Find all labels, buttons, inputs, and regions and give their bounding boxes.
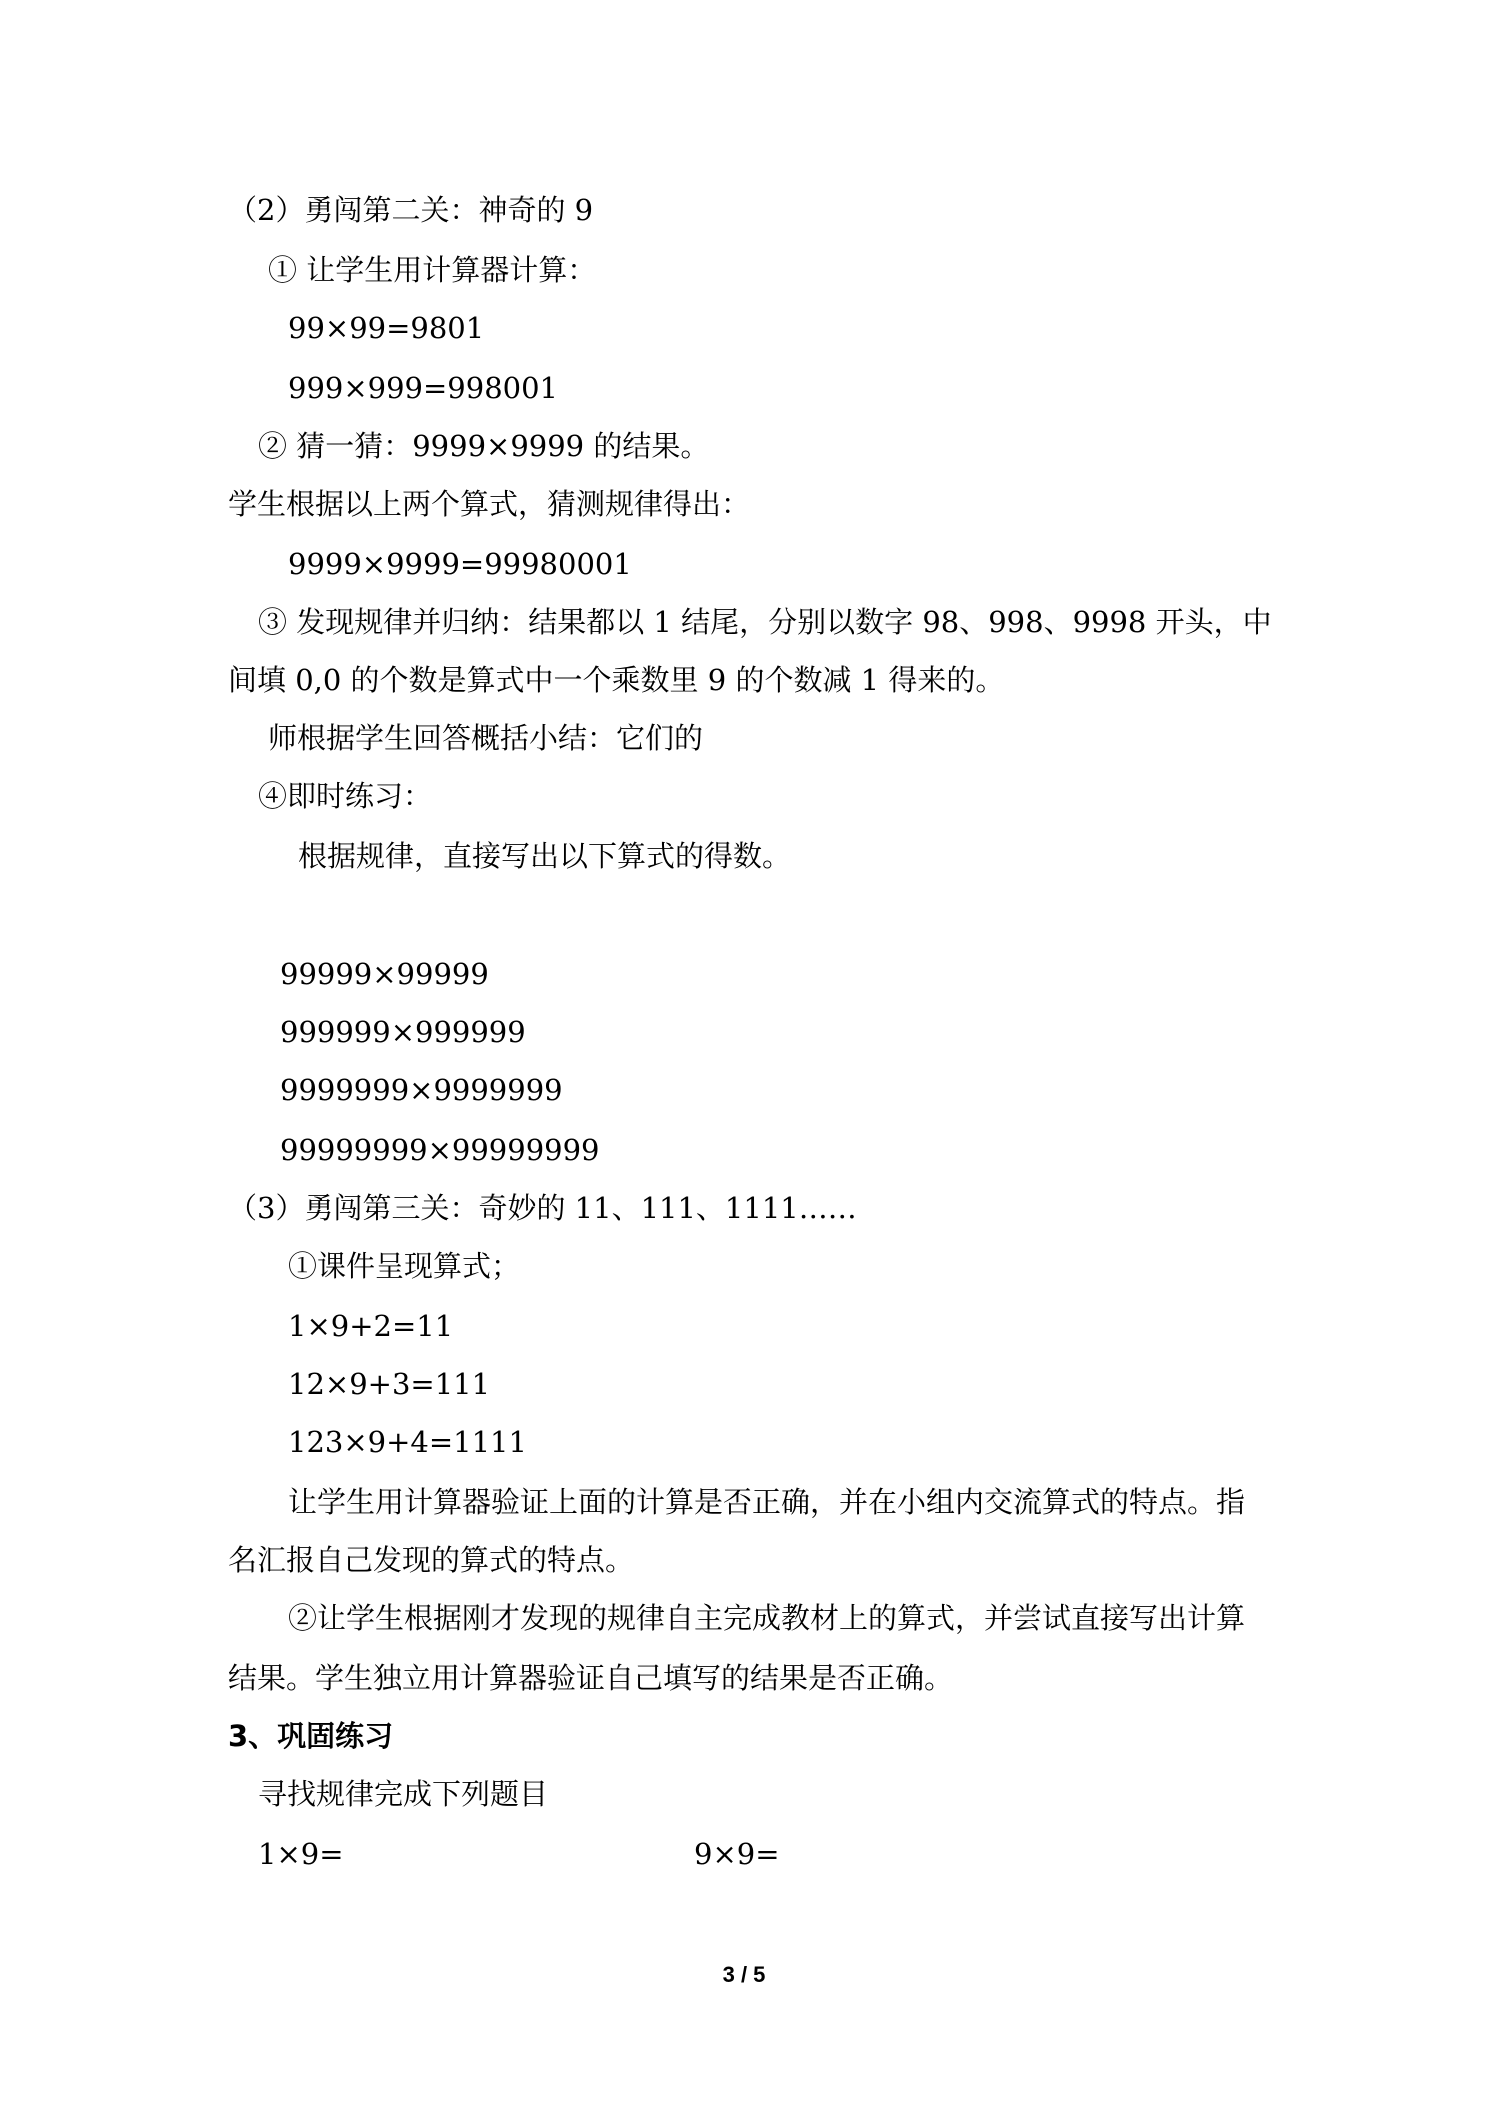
- section-heading-practice: 3、巩固练习: [228, 1719, 394, 1753]
- exercise-line: 99999×99999: [280, 957, 489, 991]
- equation-line: 123×9+4=1111: [288, 1425, 527, 1459]
- paragraph-text: 学生根据以上两个算式，猜测规律得出：: [228, 487, 751, 521]
- exercise-line: 9999999×9999999: [280, 1073, 563, 1107]
- section-heading-level-3: （3）勇闯第三关：奇妙的 11、111、1111……: [228, 1191, 857, 1225]
- paragraph-text: 师根据学生回答概括小结：它们的: [268, 721, 704, 755]
- paragraph-text: 结果。学生独立用计算器验证自己填写的结果是否正确。: [228, 1661, 954, 1695]
- exercise-line: 99999999×99999999: [280, 1133, 600, 1167]
- page-number: 3 / 5: [722, 1962, 766, 1987]
- paragraph-text: 让学生用计算器验证上面的计算是否正确，并在小组内交流算式的特点。指: [288, 1485, 1246, 1519]
- equation-line: 12×9+3=111: [288, 1367, 491, 1401]
- exercise-line: 999999×999999: [280, 1015, 526, 1049]
- step-1-text: ①课件呈现算式；: [288, 1249, 521, 1283]
- paragraph-text: 间填 0,0 的个数是算式中一个乘数里 9 的个数减 1 得来的。: [228, 663, 1005, 697]
- equation-line: 999×999=998001: [288, 371, 559, 405]
- step-2-text: ② 猜一猜：9999×9999 的结果。: [258, 429, 710, 463]
- section-heading-level-2: （2）勇闯第二关：神奇的 9: [228, 193, 594, 227]
- equation-line: 1×9+2=11: [288, 1309, 454, 1343]
- exercise-blank: 1×9=: [258, 1837, 344, 1871]
- equation-line: 99×99=9801: [288, 311, 485, 345]
- exercise-blank: 9×9=: [694, 1837, 780, 1871]
- equation-line: 9999×9999=99980001: [288, 547, 632, 581]
- step-4-text: ④即时练习：: [258, 779, 433, 813]
- paragraph-text: 寻找规律完成下列题目: [258, 1777, 549, 1811]
- paragraph-text: ②让学生根据刚才发现的规律自主完成教材上的算式，并尝试直接写出计算: [288, 1601, 1246, 1635]
- paragraph-text: 根据规律，直接写出以下算式的得数。: [298, 839, 792, 873]
- step-1-text: ① 让学生用计算器计算：: [268, 253, 597, 287]
- paragraph-text: 名汇报自己发现的算式的特点。: [228, 1543, 635, 1577]
- step-3-text: ③ 发现规律并归纳：结果都以 1 结尾，分别以数字 98、998、9998 开头，中: [258, 605, 1272, 639]
